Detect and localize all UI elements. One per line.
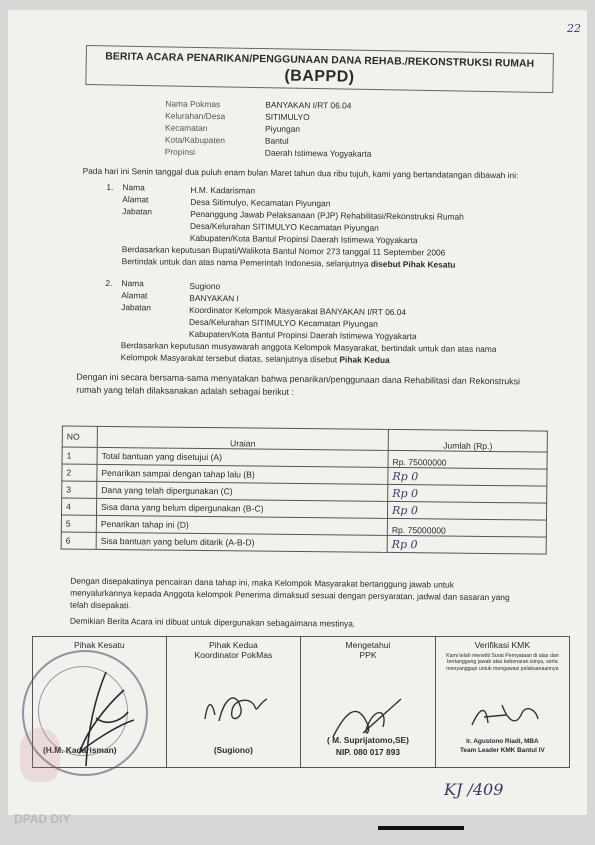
row-jumlah-handwritten: Rp 0 <box>388 484 547 503</box>
document-subtitle: (BAPPD) <box>284 67 355 86</box>
party1-jabatan-label: Jabatan <box>122 206 153 217</box>
signature-sugiono <box>197 685 277 731</box>
statement-line1: Dengan ini secara bersama-sama menyatakan bahwa penarikan/penggunaan dana Rehabilitasi dan Rekonstruksi <box>76 371 521 387</box>
party2-number: 2. <box>105 277 113 289</box>
party2-designation: Pihak Kedua <box>339 354 390 365</box>
bottom-bar <box>378 826 464 830</box>
watermark: DPAD DIY <box>14 812 71 826</box>
row-no: 6 <box>61 532 96 549</box>
party2-basis-text: Kelompok Masyarakat tersebut diatas, selanjutnya disebut <box>120 352 338 365</box>
row-no: 2 <box>62 464 97 481</box>
party2-basis-line1: Berdasarkan keputusan musyawarah anggota Kelompok Masyarakat, bertindak untuk dan atas nama <box>120 340 497 355</box>
handwritten-reference: KJ /409 <box>444 780 504 799</box>
signature-kadarisman <box>66 666 146 776</box>
party2-alamat-label: Alamat <box>121 290 148 301</box>
party1-jabatan-line2: Desa/Kelurahan SITIMULYO Kecamatan Piyungan <box>189 220 379 233</box>
field-label-kecamatan: Kecamatan <box>165 122 208 134</box>
mengetahui-nip: NIP. 080 017 893 <box>335 747 401 757</box>
closing-line1: Dengan disepakatinya pencairan dana tahap ini, maka Kelompok Masyarakat bertanggung jawab untuk <box>70 575 454 590</box>
closing-line2: menyalurkannya kepada Anggota kelompok Penerima dimaksud sesuai dengan persyaratan, jadwal dan sasaran yang <box>70 587 510 603</box>
party1-basis-line1: Berdasarkan keputusan Bupati/Walikota Bantul Nomor 273 tanggal 11 September 2006 <box>121 244 446 258</box>
closing-line3: telah disepakati. <box>70 599 131 611</box>
party1-basis-line2 <box>122 256 456 269</box>
party1-jabatan-line1: Penanggung Jawab Pelaksanaan (PJP) Rehabilitasi/Rekonstruksi Rumah <box>190 208 464 222</box>
pihak-kedua-name: (Sugiono) <box>213 745 253 755</box>
field-value-pokmas: BANYAKAN I/RT 06.04 <box>265 99 352 111</box>
party2-jabatan-line1: Koordinator Kelompok Masyarakat BANYAKAN I/RT 06.04 <box>189 304 407 318</box>
party2-alamat: BANYAKAN I <box>189 292 239 304</box>
page-number: 22 <box>567 22 581 35</box>
field-label-desa: Kelurahan/Desa <box>165 110 226 122</box>
row-no: 5 <box>61 515 96 532</box>
header-uraian: Uraian <box>97 426 388 450</box>
pihak-kesatu-heading: Pihak Kesatu <box>74 640 125 650</box>
document-title: BERITA ACARA PENARIKAN/PENGGUNAAN DANA REHAB./REKONSTRUKSI RUMAH <box>105 51 535 70</box>
field-value-kecamatan: Piyungan <box>264 123 301 134</box>
row-jumlah-handwritten: Rp 0 <box>387 535 546 554</box>
pihak-kedua-heading: Pihak Kedua <box>209 640 258 650</box>
party1-basis-text: Bertindak untuk dan atas nama Pemerintah Indonesia, selanjutnya <box>121 256 369 269</box>
party1-alamat: Desa Sitimulyo, Kecamatan Piyungan <box>190 196 331 209</box>
party2-basis-line2 <box>121 352 390 365</box>
field-label-kota: Kota/Kabupaten <box>164 134 226 146</box>
party1-designation: disebut Pihak Kesatu <box>370 258 456 270</box>
row-jumlah-handwritten: Rp 0 <box>388 467 547 486</box>
verifikasi-role: Team Leader KMK Bantul IV <box>459 747 545 754</box>
field-label-propinsi: Propinsi <box>164 146 196 157</box>
faded-emblem <box>20 728 60 782</box>
row-no: 1 <box>62 447 97 464</box>
verifikasi-name: Ir. Agustono Riadi, MBA <box>466 738 539 745</box>
row-jumlah: Rp. 75000000 <box>388 450 547 469</box>
party1-jabatan-line3: Kabupaten/Kota Bantul Propinsi Daerah Istimewa Yogyakarta <box>189 232 418 246</box>
party1-nama-label: Nama <box>122 182 145 193</box>
row-uraian: Total bantuan yang disetujui (A) <box>97 447 388 467</box>
row-uraian: Dana yang telah dipergunakan (C) <box>97 481 388 501</box>
row-uraian: Sisa dana yang belum dipergunakan (B-C) <box>96 498 387 518</box>
mengetahui-heading: Mengetahui <box>345 640 391 650</box>
party1-nama: H.M. Kadarisman <box>190 184 256 196</box>
party2-jabatan-label: Jabatan <box>121 302 152 313</box>
pihak-kedua-subheading: Koordinator PokMas <box>194 650 273 660</box>
row-jumlah-handwritten: Rp 0 <box>387 501 546 520</box>
statement-line2: rumah yang telah dilaksanakan adalah sebagai berikut : <box>76 384 294 397</box>
field-value-desa: SITIMULYO <box>265 111 310 123</box>
signature-cell-verifikasi <box>435 637 569 768</box>
row-uraian: Sisa bantuan yang belum ditarik (A-B-D) <box>96 532 387 552</box>
closing-line4: Demikian Berita Acara ini dibuat untuk dipergunakan sebagaimana mestinya. <box>69 615 356 629</box>
field-label-pokmas: Nama Pokmas <box>165 98 221 110</box>
funds-table <box>61 426 548 555</box>
field-value-propinsi: Daerah Istimewa Yogyakarta <box>264 147 372 159</box>
header-jumlah: Jumlah (Rp.) <box>388 429 547 452</box>
row-no: 4 <box>61 498 96 515</box>
party1-alamat-label: Alamat <box>122 194 149 205</box>
signature-verifikasi <box>466 701 546 735</box>
header-no: NO <box>62 426 97 447</box>
party2-jabatan-line2: Desa/Kelurahan SITIMULYO Kecamatan Piyungan <box>188 316 378 329</box>
intro-text: Pada hari ini Senin tanggal dua puluh enam bulan Maret tahun dua ribu tujuh, kami yang bertandatangan dibawah ini: <box>82 165 519 181</box>
party2-nama: Sugiono <box>189 280 221 292</box>
verifikasi-heading: Verifikasi KMK <box>474 640 531 650</box>
row-uraian: Penarikan sampai dengan tahap lalu (B) <box>97 464 388 484</box>
row-jumlah: Rp. 75000000 <box>387 518 546 537</box>
verifikasi-note: Kami telah meneliti Surat Pernyataan di atas dan bertanggung jawab atas kebenaran isinya, serta menyanggupi untuk mengawasi pelaksanaannya <box>446 653 559 672</box>
pihak-kesatu-name: (H.M. Kadarisman) <box>43 745 117 755</box>
mengetahui-subheading: PPK <box>359 650 377 660</box>
row-no: 3 <box>62 481 97 498</box>
party1-number: 1. <box>106 181 114 193</box>
mengetahui-name: ( M. Suprijatomo,SE) <box>327 735 409 745</box>
party2-nama-label: Nama <box>121 278 144 289</box>
field-value-kota: Bantul <box>264 135 289 146</box>
signature-cell-pihak-kedua <box>166 637 301 768</box>
signature-cell-mengetahui <box>301 637 436 768</box>
party2-jabatan-line3: Kabupaten/Kota Bantul Propinsi Daerah Istimewa Yogyakarta <box>188 328 417 342</box>
row-uraian: Penarikan tahap ini (D) <box>96 515 387 535</box>
